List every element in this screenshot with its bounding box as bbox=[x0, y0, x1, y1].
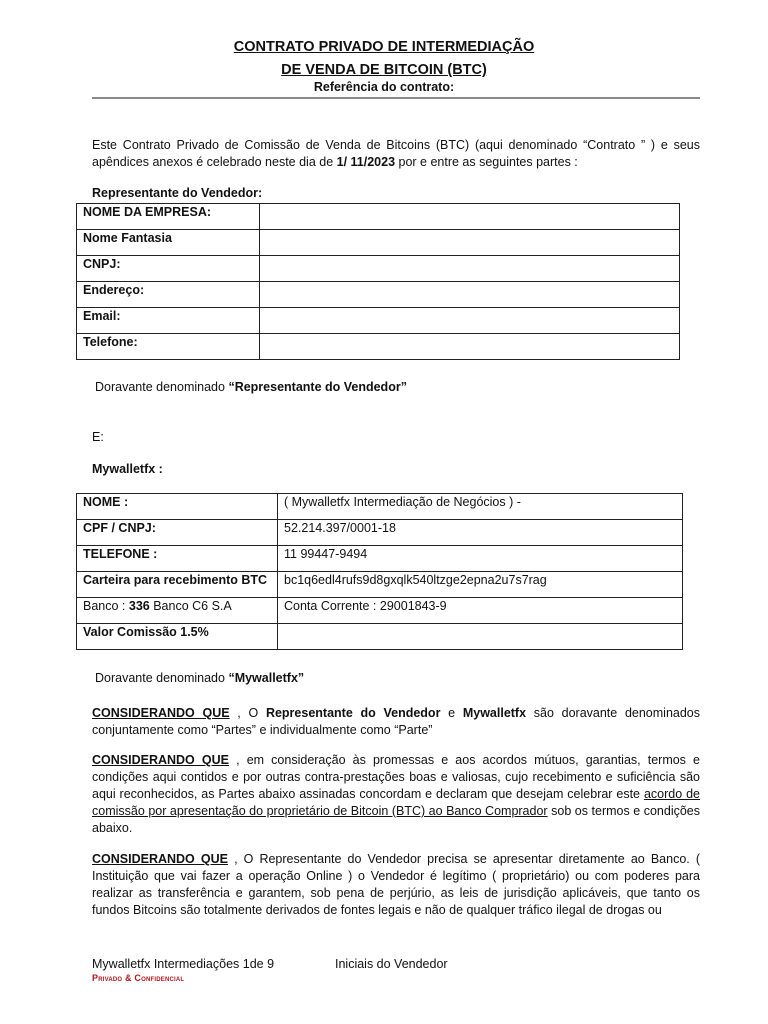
company-label: TELEFONE : bbox=[77, 546, 278, 572]
table-row bbox=[77, 572, 683, 598]
clause-3 bbox=[92, 851, 700, 919]
bank-code: 336 bbox=[128, 599, 150, 613]
bank-account: Conta Corrente : 29001843-9 bbox=[278, 598, 683, 624]
clause-text: , O Representante do Vendedor precisa se apresentar diretamente ao Banco. ( Instituição que vai fazer a operação Online ) o Vendedor é legítimo ( proprietário) ou com poderes para realizar as transferência e garantem, sob pena de perjúrio, as leis de jurisdição aplicáveis, que tanto os fundos Bitcoins são totalmente derivados de fontes legais e não de qualquer tráfico ilegal de drogas ou bbox=[92, 852, 700, 917]
table-row bbox=[77, 282, 680, 308]
seller-label: Email: bbox=[77, 308, 260, 334]
table-row bbox=[77, 624, 683, 650]
seller-value-field[interactable] bbox=[260, 308, 680, 334]
clause-text: , O bbox=[229, 706, 266, 720]
btc-wallet-address: bc1q6edl4rufs9d8gxqlk540ltzge2epna2u7s7rag bbox=[278, 572, 683, 598]
seller-label: Nome Fantasia bbox=[77, 230, 260, 256]
seller-table bbox=[76, 203, 680, 360]
and-label: E: bbox=[92, 430, 104, 444]
company-label: NOME : bbox=[77, 494, 278, 520]
bank-label-a: Banco : bbox=[83, 599, 129, 613]
clause-text: sob os termos e condições abaixo. bbox=[92, 804, 700, 835]
header-divider bbox=[92, 97, 700, 99]
bank-name: Banco C6 S.A bbox=[149, 599, 232, 613]
bank-label bbox=[77, 598, 278, 624]
table-row bbox=[77, 308, 680, 334]
company-label: Carteira para recebimento BTC bbox=[77, 572, 278, 598]
clause-text: , em consideração às promessas e aos acordos mútuos, garantias, termos e condições aqui contidos e por outras contra-prestações boas e valiosas, cujo recebimento e suficiência são aqui reconhecidos, as Partes abaixo assinadas concordam e declaram que desejam celebrar este bbox=[92, 753, 701, 801]
company-label: CPF / CNPJ: bbox=[77, 520, 278, 546]
company-value: 52.214.397/0001-18 bbox=[278, 520, 683, 546]
contract-title-line2: DE VENDA DE BITCOIN (BTC) bbox=[281, 62, 487, 78]
seller-label: Telefone: bbox=[77, 334, 260, 360]
contract-reference: Referência do contrato: bbox=[313, 80, 455, 94]
table-row bbox=[77, 546, 683, 572]
clause-underlined-text: acordo de comissão por apresentação do proprietário de Bitcoin (BTC) ao Banco Comprador bbox=[92, 787, 700, 818]
company-heading: Mywalletfx : bbox=[92, 462, 163, 476]
company-value: ( Mywalletfx Intermediação de Negócios ) - bbox=[278, 494, 683, 520]
seller-label: CNPJ: bbox=[77, 256, 260, 282]
contract-date: 1/ 11/2023 bbox=[336, 155, 396, 169]
seller-label: NOME DA EMPRESA: bbox=[77, 204, 260, 230]
clause-label: CONSIDERANDO QUE bbox=[92, 852, 228, 866]
seller-value-field[interactable] bbox=[260, 282, 680, 308]
clause-label: CONSIDERANDO QUE bbox=[92, 753, 229, 767]
seller-value-field[interactable] bbox=[260, 334, 680, 360]
footer-confidential: Privado & Confidencial bbox=[92, 973, 185, 983]
contract-title-line1: CONTRATO PRIVADO DE INTERMEDIAÇÃO bbox=[233, 39, 535, 55]
seller-denomination bbox=[95, 380, 407, 394]
clause-2 bbox=[92, 752, 700, 837]
intro-text-b: por e entre as seguintes partes : bbox=[395, 155, 578, 169]
clause-party: Mywalletfx bbox=[462, 706, 527, 720]
table-row bbox=[77, 256, 680, 282]
seller-value-field[interactable] bbox=[260, 230, 680, 256]
footer-page-info: Mywalletfx Intermediações 1de 9 bbox=[92, 957, 275, 971]
intro-text-a: Este Contrato Privado de Comissão de Venda de Bitcoins (BTC) (aqui denominado “Contrato ” ) e seus apêndices anexos é celebrado neste dia de bbox=[92, 138, 700, 169]
table-row bbox=[77, 598, 683, 624]
company-denomination-prefix: Doravante denominado bbox=[95, 671, 229, 685]
seller-value-field[interactable] bbox=[260, 256, 680, 282]
company-table bbox=[76, 493, 683, 650]
seller-denomination-prefix: Doravante denominado bbox=[95, 380, 229, 394]
clause-text: são doravante denominados conjuntamente como “Partes” e individualmente como “Parte” bbox=[92, 706, 700, 737]
table-row bbox=[77, 520, 683, 546]
company-denomination bbox=[95, 671, 304, 685]
commission-label: Valor Comissão 1.5% bbox=[77, 624, 278, 650]
table-row bbox=[77, 334, 680, 360]
table-row bbox=[77, 204, 680, 230]
table-row bbox=[77, 230, 680, 256]
commission-value bbox=[278, 624, 683, 650]
clause-text: e bbox=[440, 706, 463, 720]
table-row bbox=[77, 494, 683, 520]
seller-denomination-name: “Representante do Vendedor” bbox=[228, 380, 407, 394]
intro-paragraph bbox=[92, 137, 700, 171]
clause-label: CONSIDERANDO QUE bbox=[92, 706, 230, 720]
company-denomination-name: “Mywalletfx” bbox=[228, 671, 305, 685]
seller-heading: Representante do Vendedor: bbox=[92, 186, 263, 200]
seller-value-field[interactable] bbox=[260, 204, 680, 230]
seller-label: Endereço: bbox=[77, 282, 260, 308]
footer-seller-initials: Iniciais do Vendedor bbox=[335, 957, 448, 971]
clause-party: Representante do Vendedor bbox=[265, 706, 441, 720]
clause-1 bbox=[92, 705, 700, 739]
company-value: 11 99447-9494 bbox=[278, 546, 683, 572]
